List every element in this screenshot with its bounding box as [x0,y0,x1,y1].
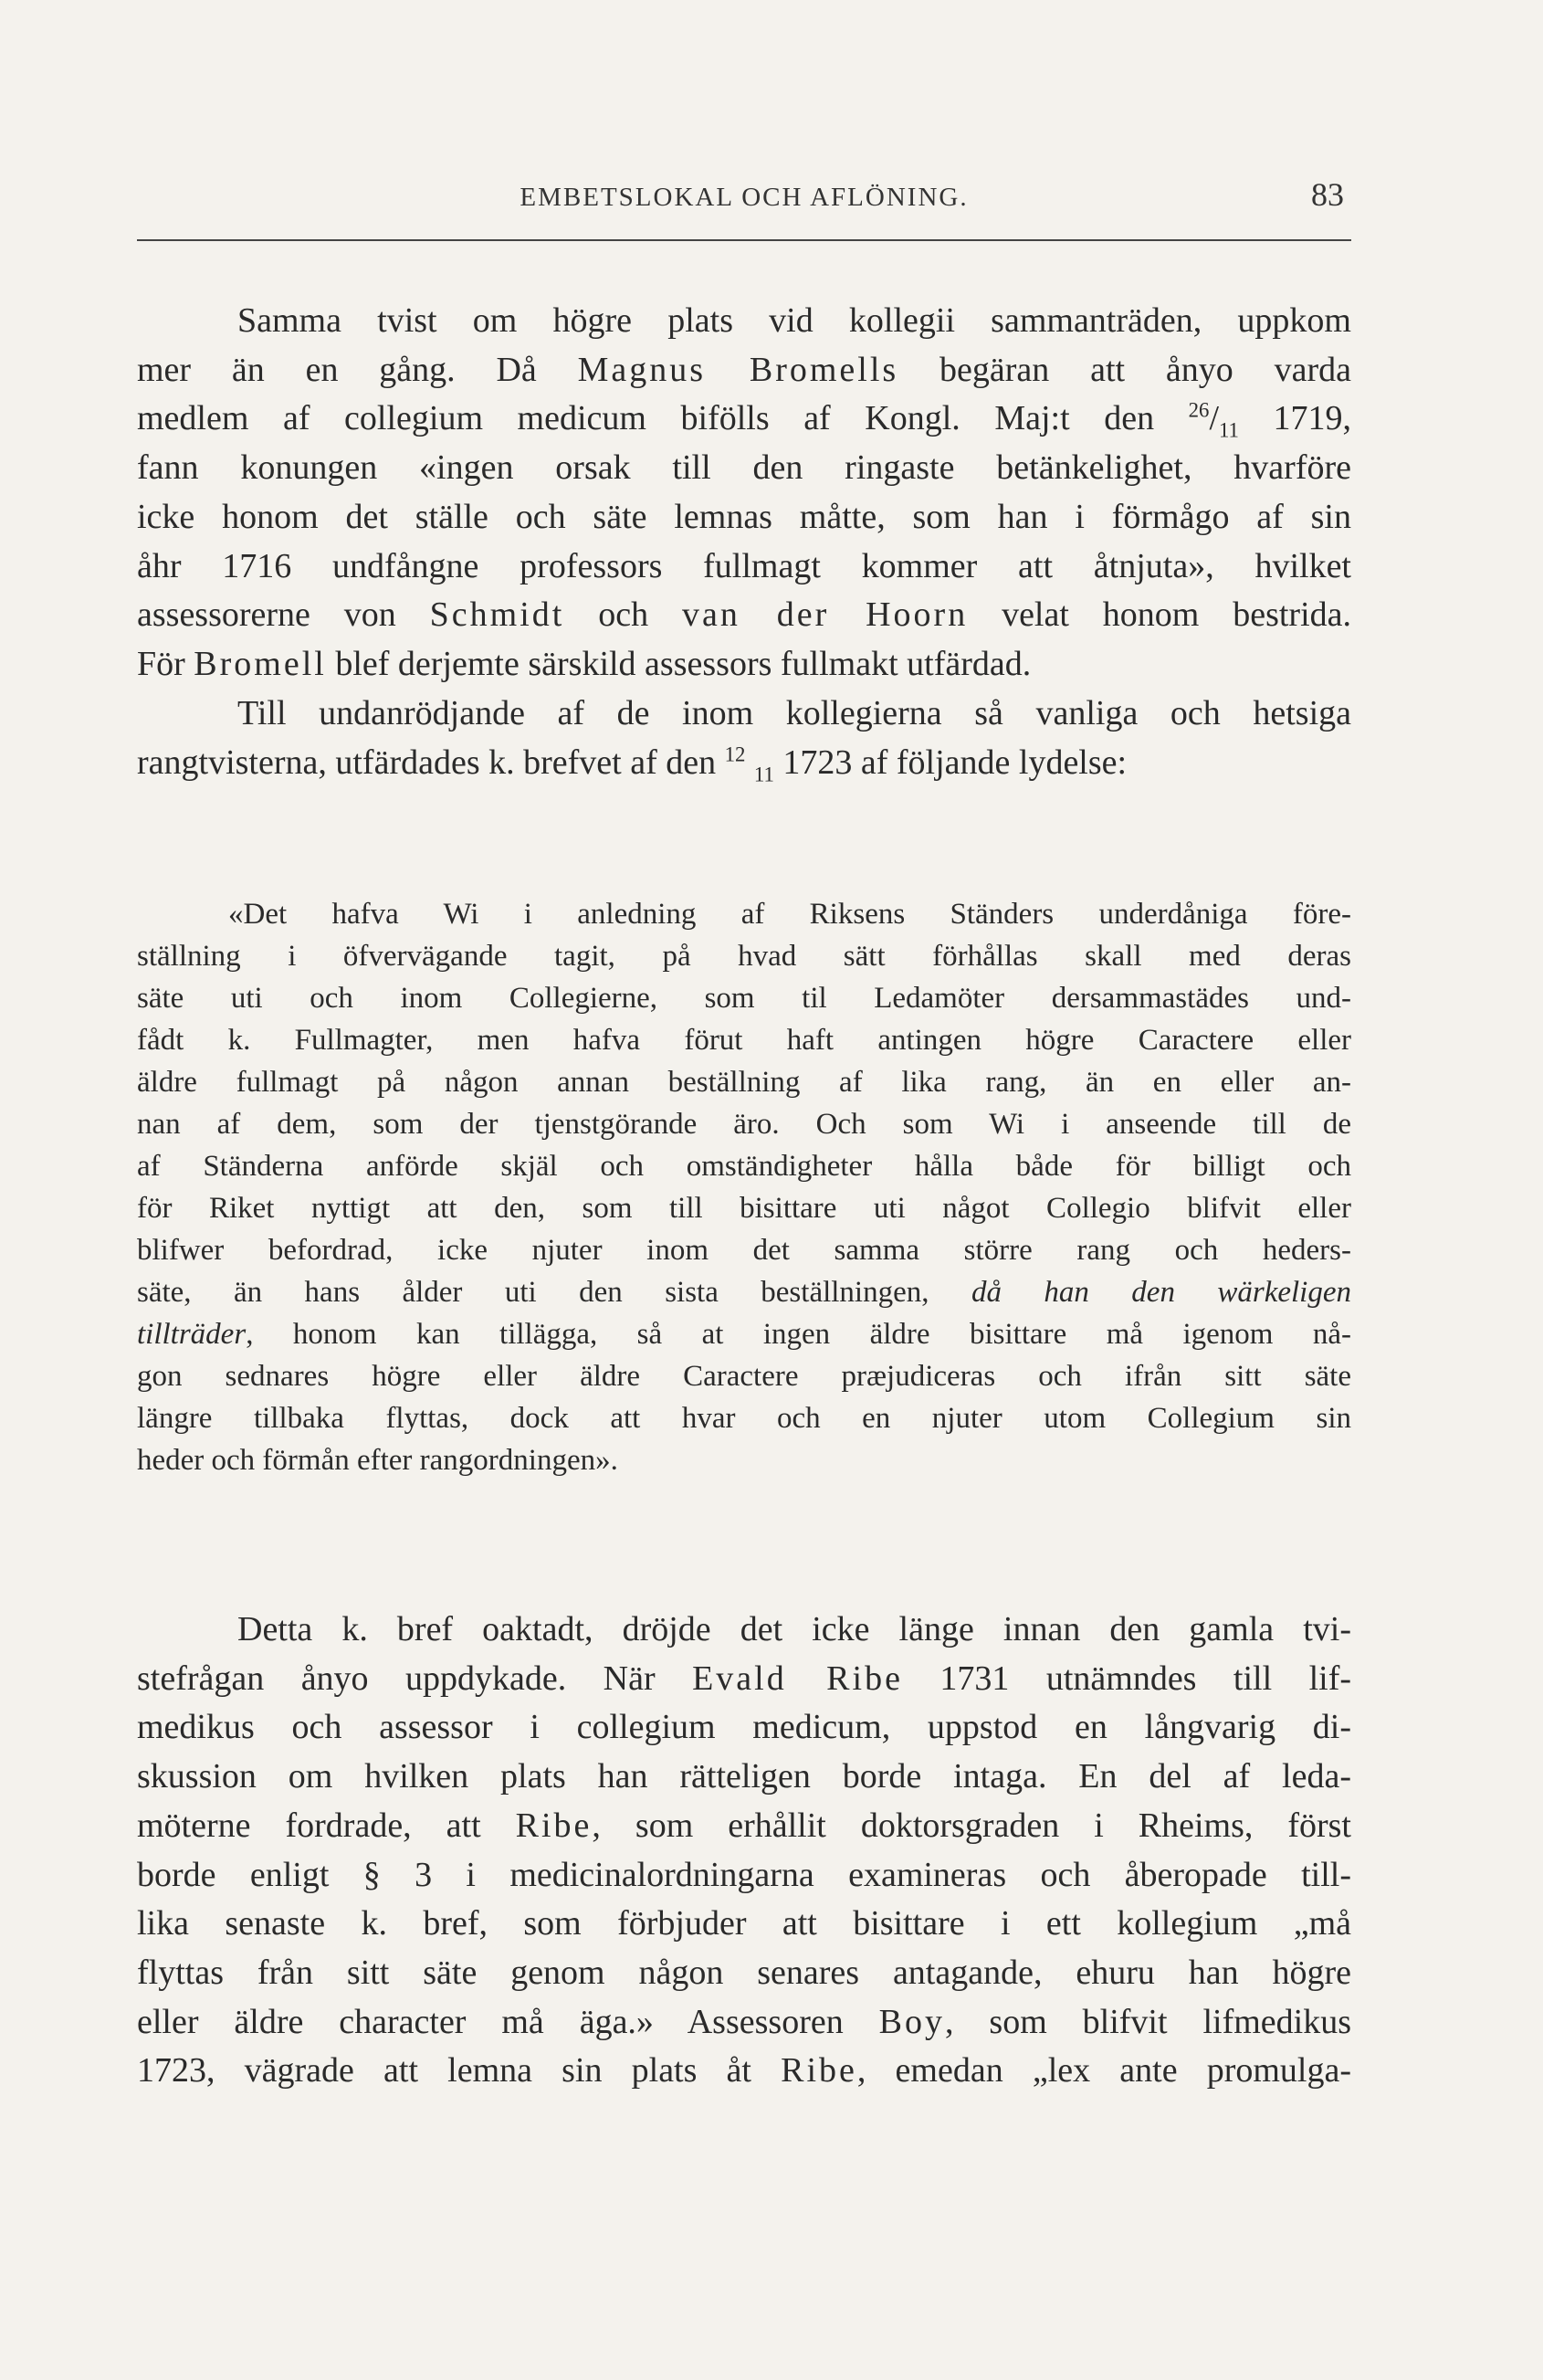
text-line: stefrågan ånyo uppdykade. När Evald Ribe 1731 utnämndes till lif- [137,1659,1352,1698]
text-line: tillträder, honom kan tillägga, så at ingen äldre bisittare må igenom nå- [137,1318,1351,1351]
text-line: Till undanrödjande af de inom kollegierna så vanliga och hetsiga [237,694,1351,732]
text-line: fann konungen «ingen orsak till den ringaste betänkelighet, hvarföre [137,448,1351,488]
text-line: för Riket nyttigt att den, som till bisittare uti något Collegio blifvit eller [137,1192,1351,1225]
text-line: rangtvisterna, utfärdades k. brefvet af den $^{12}$ $_{11}$ 1723 af följande lydelse: [137,742,1128,786]
text-line: borde enligt § 3 i medicinalordningarna examineras och åberopade till- [137,1855,1351,1894]
text-line: möterne fordrade, att Ribe, som erhållit doktorsgraden i Rheims, först [137,1806,1351,1845]
text-line: icke honom det ställe och säte lemnas måtte, som han i förmågo af sin [137,497,1351,536]
text-line: säte, än hans ålder uti den sista beställningen, då han den wärkeligen [137,1276,1351,1309]
text-line: lika senaste k. bref, som förbjuder att bisittare i ett kollegium „må [137,1904,1351,1943]
person-name: Boy [878,2002,945,2041]
paragraph-2 [137,690,1351,787]
text-line: eller äldre character må äga.» Assessoren Boy, som blifvit lifmedikus [137,2002,1351,2041]
text-line: heder och förmån efter rangordningen». [137,1444,618,1477]
person-name: Evald Ribe [692,1659,903,1698]
text-line: längre tillbaka flyttas, dock att hvar och en njuter utom Collegium sin [137,1402,1351,1435]
text-line: flyttas från sitt säte genom någon senares antagande, ehuru han högre [137,1953,1351,1992]
text-line: Samma tvist om högre plats vid kollegii sammanträden, uppkom [237,301,1351,340]
person-name: Magnus Bromells [577,350,899,389]
text-line: af Ständerna anförde skjäl och omständigheter hålla både för billigt och [137,1150,1351,1183]
paragraph-1 [137,297,1351,690]
person-name: Ribe [515,1806,593,1845]
page-number: 83 [1311,176,1344,213]
header-rule [137,239,1351,241]
person-name: van der Hoorn [681,595,969,635]
page-header [137,176,1351,219]
text-line: säte uti och inom Collegierne, som til Ledamöter dersammastädes und- [137,982,1351,1015]
text-line: medikus och assessor i collegium medicum, uppstod en långvarig di- [137,1708,1351,1747]
text-line: ställning i öfvervägande tagit, på hvad sätt förhållas skall med deras [137,940,1351,973]
text-line: gon sednares högre eller äldre Caractere præjudiceras och ifrån sitt säte [137,1360,1351,1393]
person-name: Schmidt [429,595,565,635]
text-line: «Det hafva Wi i anledning af Riksens Ständers underdåniga före- [228,898,1351,931]
text-line: skussion om hvilken plats han rätteligen borde intaga. En del af leda- [137,1757,1351,1796]
text-line: äldre fullmagt på någon annan beställning af lika rang, än en eller an- [137,1066,1351,1099]
text-line: 1723, vägrade att lemna sin plats åt Ribe, emedan „lex ante promulga- [137,2051,1352,2090]
text-line: För Bromell blef derjemte särskild assessors fullmakt utfärdad. [137,644,1032,683]
text-line: medlem af collegium medicum bifölls af Kongl. Maj:t den $^{26}/_{11}$ 1719, [137,398,1352,442]
text-line: blifwer befordrad, icke njuter inom det samma större rang och heders- [137,1234,1351,1267]
person-name: Ribe [781,2051,857,2090]
person-name: Bromell [194,644,327,683]
text-line: assessorerne von Schmidt och van der Hoorn velat honom bestrida. [137,595,1352,635]
text-line: nan af dem, som der tjenstgörande äro. Och som Wi i anseende till de [137,1108,1351,1141]
paragraph-3 [137,1606,1351,2096]
text-line: Detta k. bref oaktadt, dröjde det icke länge innan den gamla tvi- [237,1610,1351,1648]
royal-letter-quote [137,893,1351,1481]
text-line: fådt k. Fullmagter, men hafva förut haft antingen högre Caractere eller [137,1024,1351,1057]
text-line: mer än en gång. Då Magnus Bromells begäran att ånyo varda [137,350,1351,389]
running-title: EMBETSLOKAL OCH AFLÖNING. [520,183,969,212]
text-line: åhr 1716 undfångne professors fullmagt kommer att åtnjuta», hvilket [137,546,1351,585]
